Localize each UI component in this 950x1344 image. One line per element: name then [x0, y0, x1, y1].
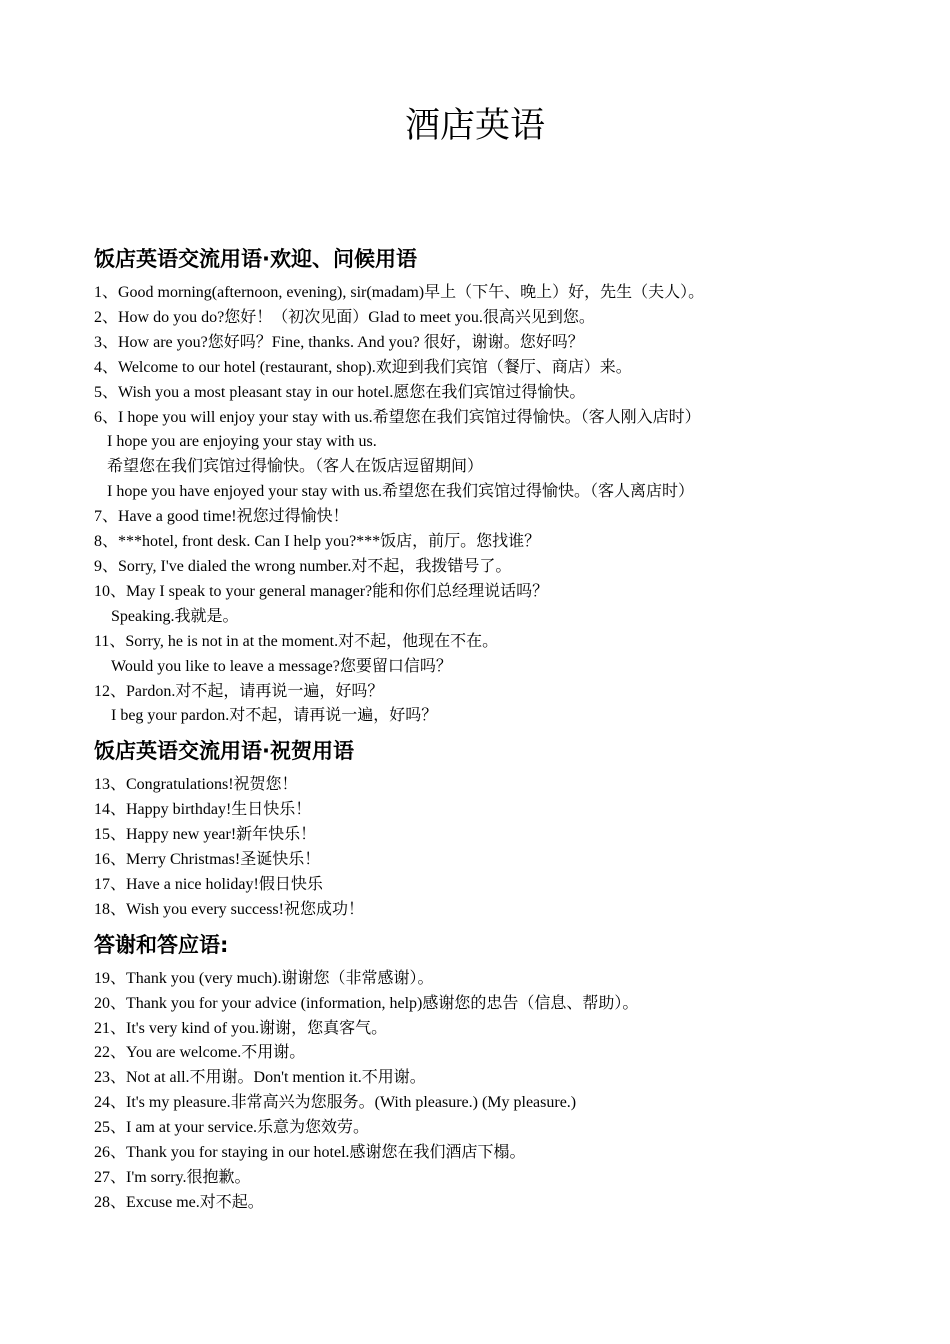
section-congratulations [94, 773, 914, 922]
phrase-line: 15、Happy new year!新年快乐！ [94, 826, 317, 844]
phrase-line: 13、Congratulations!祝贺您！ [94, 776, 298, 794]
phrase-line: 14、Happy birthday!生日快乐！ [94, 801, 312, 819]
phrase-line: 28、Excuse me.对不起。 [94, 1193, 264, 1211]
phrase-line: 1、Good morning(afternoon, evening), sir(madam)早上（下午、晚上）好，先生（夫人）。 [94, 284, 705, 301]
phrase-line: Would you like to leave a message?您要留口信吗？ [111, 657, 452, 675]
phrase-line: 20、Thank you for your advice (information, help)感谢您的忠告（信息、帮助）。 [94, 994, 639, 1012]
phrase-line: I hope you are enjoying your stay with us. [107, 433, 377, 451]
phrase-line: 21、It's very kind of you.谢谢，您真客气。 [94, 1019, 388, 1037]
phrase-line: 27、I'm sorry.很抱歉。 [94, 1169, 251, 1186]
phrase-line: 23、Not at all.不用谢。Don't mention it.不用谢。 [94, 1069, 426, 1087]
page-title: 酒店英语 [404, 106, 545, 145]
phrase-line: I hope you have enjoyed your stay with us.希望您在我们宾馆过得愉快。（客人离店时） [107, 483, 695, 501]
phrase-line: 22、You are welcome.不用谢。 [94, 1044, 306, 1062]
phrase-line: 9、Sorry, I've dialed the wrong number.对不起，我拨错号了。 [94, 557, 512, 575]
phrase-line: 6、I hope you will enjoy your stay with us.希望您在我们宾馆过得愉快。（客人刚入店时） [94, 408, 701, 426]
phrase-line: 3、How are you?您好吗？Fine, thanks. And you? 很好，谢谢。您好吗？ [94, 333, 584, 351]
section-thanks [94, 967, 914, 1216]
section-greetings [94, 281, 914, 729]
section-heading-greetings: 饭店英语交流用语·欢迎、问候用语 [94, 247, 417, 271]
phrase-line: Speaking.我就是。 [111, 607, 239, 625]
phrase-line: 5、Wish you a most pleasant stay in our hotel.愿您在我们宾馆过得愉快。 [94, 383, 586, 401]
document-body [94, 243, 914, 1216]
phrase-line: 24、It's my pleasure.非常高兴为您服务。(With pleasure.) (My pleasure.) [94, 1094, 577, 1112]
phrase-line: 12、Pardon.对不起，请再说一遍，好吗？ [94, 682, 384, 700]
phrase-line: 11、Sorry, he is not in at the moment.对不起，他现在不在。 [94, 632, 499, 650]
phrase-line: 2、How do you do?您好！（初次见面）Glad to meet you.很高兴见到您。 [94, 308, 595, 326]
phrase-line: 希望您在我们宾馆过得愉快。（客人在饭店逗留期间） [107, 458, 484, 476]
phrase-line: 25、I am at your service.乐意为您效劳。 [94, 1119, 370, 1137]
phrase-line: 8、***hotel, front desk. Can I help you?***饭店，前厅。您找谁？ [94, 533, 541, 551]
phrase-line: 18、Wish you every success!祝您成功！ [94, 900, 364, 918]
phrase-line: 17、Have a nice holiday!假日快乐 [94, 875, 323, 893]
phrase-line: 19、Thank you (very much).谢谢您（非常感谢）。 [94, 969, 434, 987]
phrase-line: 7、Have a good time!祝您过得愉快！ [94, 508, 349, 526]
section-heading-thanks: 答谢和答应语: [94, 932, 229, 957]
phrase-line: 4、Welcome to our hotel (restaurant, shop).欢迎到我们宾馆（餐厅、商店）来。 [94, 358, 632, 376]
section-heading-congratulations: 饭店英语交流用语·祝贺用语 [94, 739, 354, 764]
phrase-line: 10、May I speak to your general manager?能和你们总经理说话吗？ [94, 582, 549, 600]
phrase-line: I beg your pardon.对不起，请再说一遍，好吗？ [111, 707, 438, 725]
phrase-line: 16、Merry Christmas!圣诞快乐！ [94, 851, 321, 869]
phrase-line: 26、Thank you for staying in our hotel.感谢您在我们酒店下榻。 [94, 1144, 526, 1162]
